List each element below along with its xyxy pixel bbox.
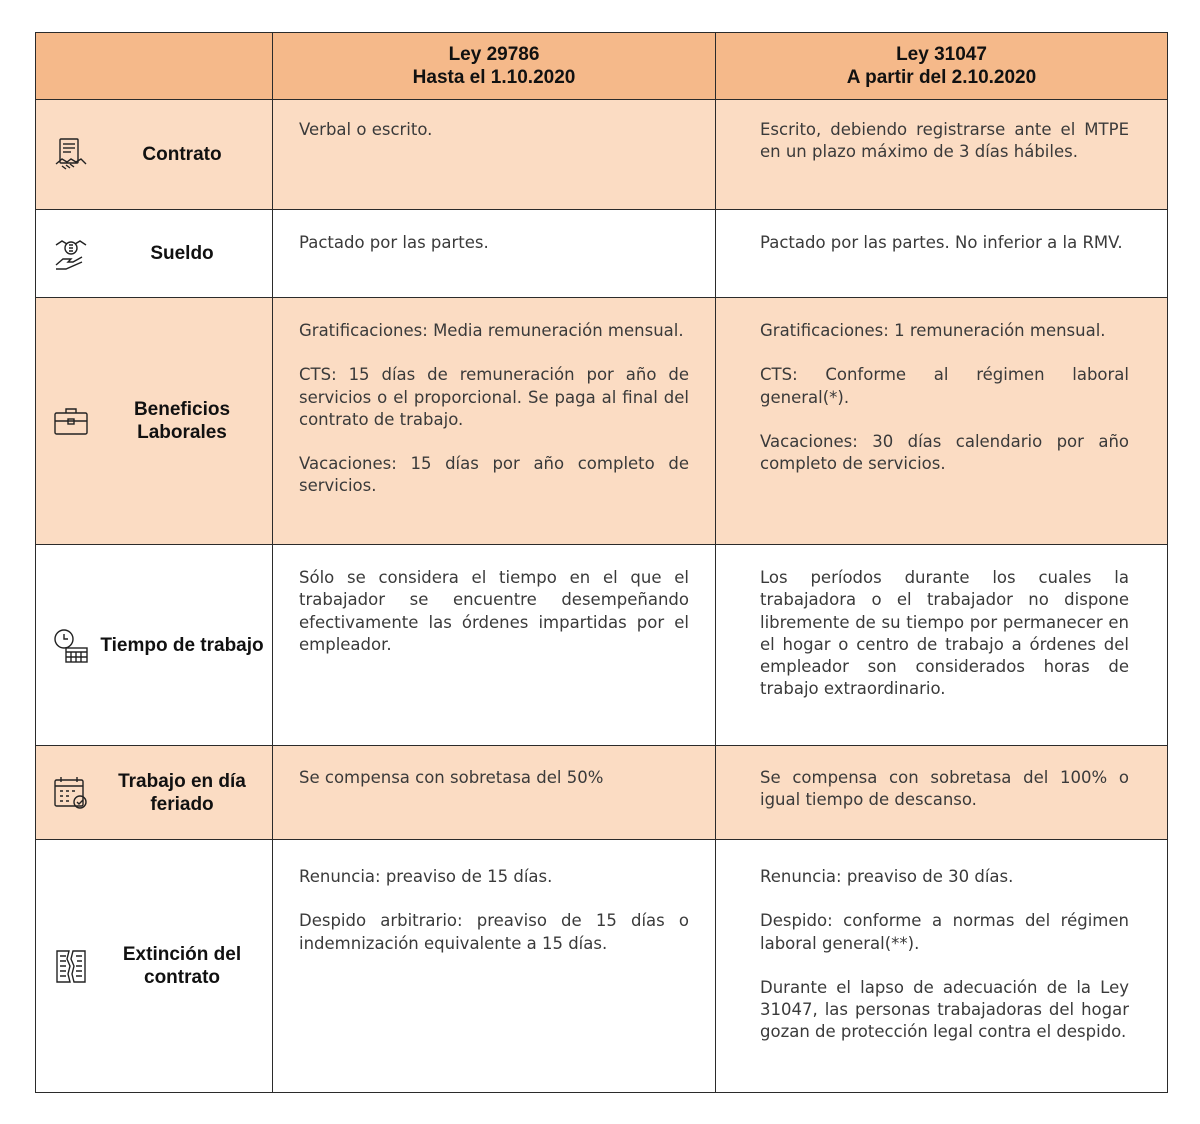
comparison-table: [35, 32, 1168, 1093]
new-text: Los períodos durante los cuales la trabajadora o el trabajador no dispone libremente de su tiempo por permanecer en el hogar o centro de trabajo a órdenes del empleador son considerados horas de trabajo extraordinario.: [760, 568, 1129, 699]
new-law-cell: [716, 746, 1168, 840]
old-text: Renuncia: preaviso de 15 días.: [299, 867, 553, 886]
header-ley-29786: [273, 33, 716, 100]
new-text: Despido: conforme a normas del régimen laboral general(**).: [760, 911, 1129, 953]
old-law-cell: [273, 298, 716, 545]
row-beneficios: [36, 298, 1168, 545]
new-text: Vacaciones: 30 días calendario por año completo de servicios.: [760, 431, 1129, 474]
row-sueldo: [36, 210, 1168, 298]
row-label: Extinción del contrato: [122, 944, 242, 988]
torn-document-icon: [52, 947, 90, 985]
old-text: Despido arbitrario: preaviso de 15 días o indemnización equivalente a 15 días.: [299, 911, 689, 953]
header-col3-line2: A partir del 2.10.2020: [846, 67, 1037, 88]
header-col2-line2: Hasta el 1.10.2020: [412, 67, 576, 88]
new-text: CTS: Conforme al régimen laboral general(*).: [760, 365, 1129, 407]
new-text: Se compensa con sobretasa del 100% o igual tiempo de descanso.: [760, 768, 1129, 810]
briefcase-icon: [52, 402, 90, 440]
label-cell: [36, 210, 273, 298]
old-law-cell: [273, 840, 716, 1093]
header-row: [36, 33, 1168, 100]
contract-handshake-icon: [52, 136, 90, 174]
new-law-cell: [716, 840, 1168, 1093]
new-law-cell: [716, 545, 1168, 746]
label-cell: [36, 840, 273, 1093]
new-text: Escrito, debiendo registrarse ante el MTPE en un plazo máximo de 3 días hábiles.: [760, 120, 1129, 162]
old-text: Verbal o escrito.: [299, 120, 433, 139]
old-text: Gratificaciones: Media remuneración mensual.: [299, 321, 684, 340]
row-label: Tiempo de trabajo: [100, 634, 264, 656]
new-text: Pactado por las partes. No inferior a la RMV.: [760, 233, 1123, 252]
old-law-cell: [273, 746, 716, 840]
header-col2-line1: Ley 29786: [448, 44, 540, 65]
old-text: Pactado por las partes.: [299, 233, 489, 252]
new-law-cell: [716, 298, 1168, 545]
header-empty-cell: [36, 33, 273, 100]
label-cell: [36, 545, 273, 746]
row-tiempo: [36, 545, 1168, 746]
old-law-cell: [273, 545, 716, 746]
old-text: Se compensa con sobretasa del 50%: [299, 768, 604, 787]
header-ley-31047: [716, 33, 1168, 100]
old-text: Sólo se considera el tiempo en el que el trabajador se encuentre desempeñando efectivamente las órdenes impartidas por el empleador.: [299, 568, 689, 654]
old-text: CTS: 15 días de remuneración por año de servicios o el proporcional. Se paga al final del contrato de trabajo.: [299, 365, 689, 429]
money-hands-icon: [52, 235, 90, 273]
row-label: Trabajo en día feriado: [118, 770, 246, 815]
label-cell: [36, 746, 273, 840]
old-law-cell: [273, 210, 716, 298]
row-label: Contrato: [142, 144, 222, 165]
clock-calendar-icon: [52, 626, 90, 664]
label-cell: [36, 100, 273, 210]
old-law-cell: [273, 100, 716, 210]
new-text: Gratificaciones: 1 remuneración mensual.: [760, 321, 1106, 340]
row-label: Beneficios Laborales: [133, 399, 231, 443]
new-text: Renuncia: preaviso de 30 días.: [760, 867, 1014, 886]
new-law-cell: [716, 210, 1168, 298]
calendar-check-icon: [52, 774, 90, 812]
row-extincion: [36, 840, 1168, 1093]
row-label: Sueldo: [150, 243, 214, 264]
new-law-cell: [716, 100, 1168, 210]
label-cell: [36, 298, 273, 545]
row-contrato: [36, 100, 1168, 210]
row-feriado: [36, 746, 1168, 840]
header-col3-line1: Ley 31047: [896, 44, 987, 65]
new-text: Durante el lapso de adecuación de la Ley 31047, las personas trabajadoras del hogar gozan de protección legal contra el despido.: [760, 977, 1129, 1042]
old-text: Vacaciones: 15 días por año completo de servicios.: [299, 454, 689, 496]
